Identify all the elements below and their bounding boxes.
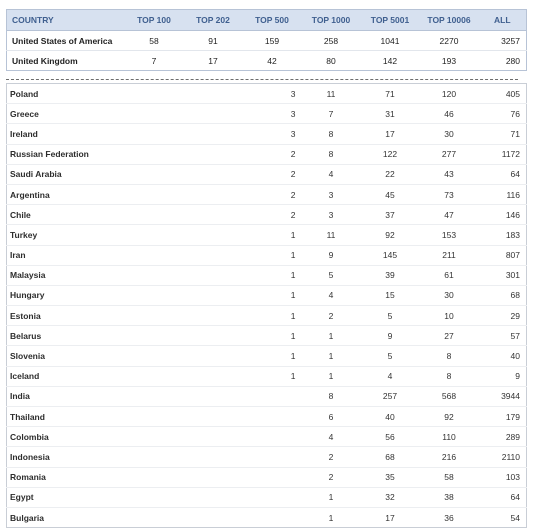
country-name: Russian Federation (7, 144, 125, 164)
cell-top1000: 4 (302, 285, 361, 305)
country-name: Bulgaria (7, 507, 125, 527)
table-row (7, 306, 527, 326)
cell-top500: 3 (290, 88, 296, 99)
cell-top100 (125, 124, 184, 144)
cell-top5001: 15 (361, 285, 420, 305)
table-row (7, 447, 527, 467)
cell-top100: 7 (125, 51, 184, 71)
cell-top100 (125, 144, 184, 164)
cell-top202 (184, 346, 243, 366)
cell-top100 (125, 184, 184, 204)
country-name: Poland (10, 88, 39, 99)
header-top10006: TOP 10006 (420, 10, 479, 31)
cell-top500: 1 (243, 346, 302, 366)
cell-top202 (184, 386, 243, 406)
cell-top500: 1 (243, 245, 302, 265)
cell-top100 (125, 346, 184, 366)
country-name: Slovenia (7, 346, 125, 366)
cell-top202 (184, 205, 243, 225)
cell-top202 (184, 306, 243, 326)
cell-top202 (184, 326, 243, 346)
cell-top1000: 8 (302, 386, 361, 406)
cell-top5001: 71 (385, 88, 395, 99)
cell-all: 807 (479, 245, 527, 265)
cell-top100 (125, 164, 184, 184)
cell-top5001: 257 (361, 386, 420, 406)
cell-top500: 1 (243, 306, 302, 326)
cell-top5001: 40 (361, 407, 420, 427)
cell-top100 (125, 366, 184, 386)
cell-all: 146 (479, 205, 527, 225)
cell-top100 (125, 265, 184, 285)
cell-top5001: 17 (361, 507, 420, 527)
table-row (7, 285, 527, 305)
cell-all: 9 (479, 366, 527, 386)
cell-top202 (184, 144, 243, 164)
cell-top202 (184, 184, 243, 204)
cell-top100 (125, 245, 184, 265)
cell-top202 (184, 447, 243, 467)
country-name: Colombia (7, 427, 125, 447)
cell-top202: 17 (184, 51, 243, 71)
cell-top500 (243, 407, 302, 427)
cell-top1000: 2 (302, 467, 361, 487)
cell-top1000: 1 (302, 487, 361, 507)
table-row (7, 51, 527, 71)
cell-top500 (243, 386, 302, 406)
cell-top5001: 5 (361, 346, 420, 366)
cell-top5001: 5 (361, 306, 420, 326)
header-top5001: TOP 5001 (361, 10, 420, 31)
cell-top500 (243, 467, 302, 487)
cell-top1000: 2 (302, 306, 361, 326)
cell-top100 (125, 386, 184, 406)
cell-all: 29 (479, 306, 527, 326)
country-name: India (7, 386, 125, 406)
cell-all: 1172 (479, 144, 527, 164)
country-name: Hungary (7, 285, 125, 305)
cell-top1000: 1 (302, 326, 361, 346)
table-row (7, 245, 527, 265)
cell-top1000: 8 (302, 144, 361, 164)
dashed-separator (6, 79, 518, 80)
table-row (7, 104, 527, 124)
header-top202: TOP 202 (184, 10, 243, 31)
cell-top5001: 32 (361, 487, 420, 507)
table-row (7, 84, 527, 104)
cell-top100 (125, 205, 184, 225)
cell-top100 (125, 467, 184, 487)
cell-top10006: 61 (420, 265, 479, 285)
cell-top500: 1 (243, 225, 302, 245)
cell-top1000: 11 (326, 88, 336, 99)
table-row (7, 366, 527, 386)
cell-top202 (184, 84, 243, 104)
country-name: Argentina (7, 184, 125, 204)
cell-top202 (184, 467, 243, 487)
country-name: United Kingdom (7, 51, 125, 71)
cell-top100 (125, 507, 184, 527)
country-name: Romania (7, 467, 125, 487)
cell-top500: 2 (243, 164, 302, 184)
cell-top500: 1 (243, 366, 302, 386)
table-row (7, 507, 527, 527)
cell-top202 (184, 265, 243, 285)
cell-top5001: 35 (361, 467, 420, 487)
cell-top5001: 122 (361, 144, 420, 164)
cell-top500 (243, 447, 302, 467)
cell-top100: 58 (149, 35, 159, 46)
cell-top100 (125, 285, 184, 305)
cell-all: 405 (505, 88, 520, 99)
cell-all: 3944 (479, 386, 527, 406)
cell-top500 (243, 427, 302, 447)
cell-top10006: 8 (420, 346, 479, 366)
table-row (7, 487, 527, 507)
cell-top1000: 5 (302, 265, 361, 285)
cell-top10006: 30 (420, 124, 479, 144)
cell-top1000: 80 (302, 51, 361, 71)
cell-top1000: 1 (302, 366, 361, 386)
cell-top100 (125, 407, 184, 427)
top-table-body (7, 31, 527, 71)
cell-top500: 2 (243, 144, 302, 164)
cell-top202 (184, 487, 243, 507)
cell-all: 280 (479, 51, 527, 71)
table-row (7, 225, 527, 245)
cell-top100 (125, 104, 184, 124)
cell-top10006: 568 (420, 386, 479, 406)
cell-all: 289 (479, 427, 527, 447)
cell-top10006: 36 (420, 507, 479, 527)
table-row (7, 265, 527, 285)
cell-top1000: 1 (302, 507, 361, 527)
cell-top5001: 1041 (380, 35, 400, 46)
cell-top1000: 3 (302, 205, 361, 225)
cell-top10006: 10 (420, 306, 479, 326)
cell-top10006: 46 (420, 104, 479, 124)
table-row (7, 407, 527, 427)
top-country-table (6, 9, 527, 71)
cell-top100 (125, 447, 184, 467)
cell-top10006: 92 (420, 407, 479, 427)
cell-top100 (125, 84, 184, 104)
cell-all: 68 (479, 285, 527, 305)
header-all: ALL (479, 10, 527, 31)
cell-top10006: 30 (420, 285, 479, 305)
cell-top202 (184, 407, 243, 427)
country-name: Thailand (7, 407, 125, 427)
cell-top5001: 92 (361, 225, 420, 245)
cell-top10006: 43 (420, 164, 479, 184)
country-table-body (7, 84, 527, 528)
cell-top10006: 277 (420, 144, 479, 164)
country-ranking-table (6, 83, 527, 528)
cell-all: 3257 (501, 35, 520, 46)
country-name: Saudi Arabia (7, 164, 125, 184)
cell-all: 57 (479, 326, 527, 346)
cell-top5001: 145 (361, 245, 420, 265)
country-name: United States of America (12, 35, 113, 46)
cell-all: 54 (479, 507, 527, 527)
cell-all: 179 (479, 407, 527, 427)
cell-all: 183 (479, 225, 527, 245)
header-top500: TOP 500 (243, 10, 302, 31)
header-top100: TOP 100 (125, 10, 184, 31)
cell-top202 (184, 245, 243, 265)
cell-top1000: 11 (302, 225, 361, 245)
country-name: Belarus (7, 326, 125, 346)
cell-top1000: 9 (302, 245, 361, 265)
header-country: COUNTRY (7, 10, 125, 31)
cell-top100 (125, 427, 184, 447)
cell-top500: 1 (243, 265, 302, 285)
cell-top100 (125, 225, 184, 245)
cell-top100 (125, 487, 184, 507)
cell-all: 76 (479, 104, 527, 124)
cell-top1000: 4 (302, 164, 361, 184)
cell-top10006: 2270 (439, 35, 459, 46)
cell-all: 116 (479, 184, 527, 204)
cell-top500: 1 (243, 326, 302, 346)
country-name: Chile (7, 205, 125, 225)
table-row (7, 326, 527, 346)
cell-all: 40 (479, 346, 527, 366)
cell-all: 64 (479, 487, 527, 507)
cell-top5001: 39 (361, 265, 420, 285)
cell-top10006: 38 (420, 487, 479, 507)
cell-top202 (184, 124, 243, 144)
cell-top500: 2 (243, 184, 302, 204)
cell-top10006: 120 (441, 88, 457, 99)
cell-top10006: 27 (420, 326, 479, 346)
cell-top1000: 258 (323, 35, 339, 46)
cell-top202 (184, 366, 243, 386)
cell-top5001: 45 (361, 184, 420, 204)
header-top1000: TOP 1000 (302, 10, 361, 31)
cell-all: 2110 (479, 447, 527, 467)
cell-top5001: 142 (361, 51, 420, 71)
cell-top1000: 3 (302, 184, 361, 204)
cell-top202 (184, 104, 243, 124)
header-row (7, 10, 527, 31)
cell-top10006: 216 (420, 447, 479, 467)
cell-top100 (125, 326, 184, 346)
cell-top500: 42 (243, 51, 302, 71)
cell-top10006: 73 (420, 184, 479, 204)
cell-top1000: 6 (302, 407, 361, 427)
country-name: Iran (7, 245, 125, 265)
table-row (7, 346, 527, 366)
cell-top202 (184, 427, 243, 447)
cell-top10006: 193 (420, 51, 479, 71)
cell-top100 (125, 306, 184, 326)
cell-top202 (184, 285, 243, 305)
cell-all: 64 (479, 164, 527, 184)
cell-top5001: 37 (361, 205, 420, 225)
cell-top202: 91 (208, 35, 218, 46)
cell-top10006: 153 (420, 225, 479, 245)
country-name: Greece (7, 104, 125, 124)
table-header (7, 10, 527, 31)
cell-top10006: 8 (420, 366, 479, 386)
cell-top500: 159 (264, 35, 280, 46)
country-name: Indonesia (7, 447, 125, 467)
table-row (7, 386, 527, 406)
country-name: Iceland (7, 366, 125, 386)
table-row (7, 31, 527, 51)
cell-top10006: 110 (420, 427, 479, 447)
cell-top1000: 2 (302, 447, 361, 467)
cell-all: 103 (479, 467, 527, 487)
cell-top5001: 31 (361, 104, 420, 124)
cell-top10006: 58 (420, 467, 479, 487)
cell-top500 (243, 487, 302, 507)
cell-top500: 1 (243, 285, 302, 305)
cell-top202 (184, 507, 243, 527)
table-row (7, 124, 527, 144)
country-name: Turkey (7, 225, 125, 245)
cell-top500 (243, 507, 302, 527)
table-row (7, 164, 527, 184)
cell-top10006: 211 (420, 245, 479, 265)
cell-top1000: 8 (302, 124, 361, 144)
cell-top500: 2 (243, 205, 302, 225)
cell-top202 (184, 164, 243, 184)
table-row (7, 144, 527, 164)
cell-top5001: 56 (361, 427, 420, 447)
country-name: Estonia (7, 306, 125, 326)
table-row (7, 205, 527, 225)
cell-top10006: 47 (420, 205, 479, 225)
cell-top5001: 9 (361, 326, 420, 346)
country-name: Egypt (7, 487, 125, 507)
cell-top1000: 4 (302, 427, 361, 447)
table-row (7, 467, 527, 487)
cell-top1000: 7 (302, 104, 361, 124)
cell-top500: 3 (243, 104, 302, 124)
table-row (7, 184, 527, 204)
cell-top5001: 4 (361, 366, 420, 386)
cell-top5001: 22 (361, 164, 420, 184)
cell-all: 301 (479, 265, 527, 285)
table-row (7, 427, 527, 447)
country-name: Malaysia (7, 265, 125, 285)
cell-top500: 3 (243, 124, 302, 144)
cell-top202 (184, 225, 243, 245)
cell-top5001: 68 (361, 447, 420, 467)
cell-all: 71 (479, 124, 527, 144)
cell-top5001: 17 (361, 124, 420, 144)
country-name: Ireland (7, 124, 125, 144)
cell-top1000: 1 (302, 346, 361, 366)
